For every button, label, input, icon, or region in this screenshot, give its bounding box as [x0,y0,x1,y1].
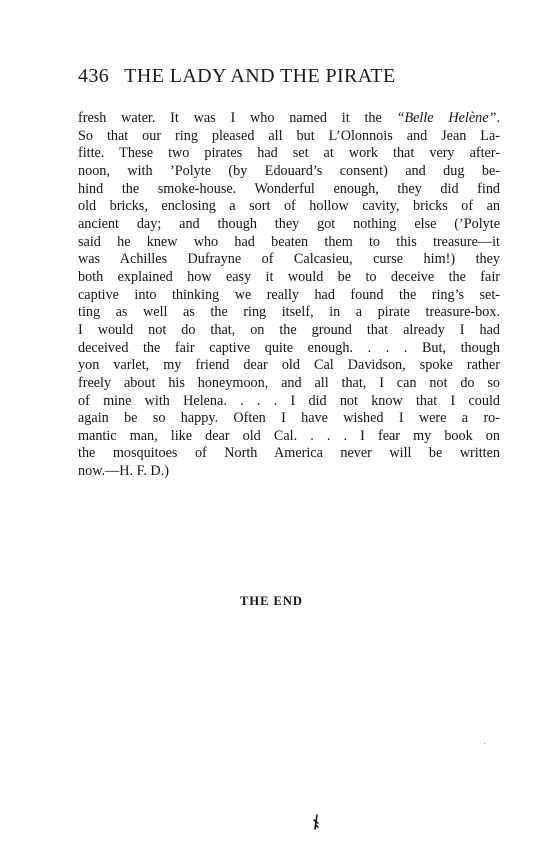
text-line: freely about his honeymoon, and all that, I can not do so [78,374,500,391]
text-line: ancient day; and though they got nothing else (’Polyte [78,215,500,232]
text-line: noon, with ’Polyte (by Edouard’s consent) and dug be- [78,162,500,179]
text-line: said he knew who had beaten them to this treasure—it [78,233,500,250]
text-line: hind the smoke-house. Wonderful enough, they did find [78,180,500,197]
running-title: THE LADY AND THE PIRATE [124,65,396,87]
text-line: fitte. These two pirates had set at work that very after- [78,145,500,162]
text-line: So that our ring pleased all but L’Olonnois and Jean La- [78,127,500,144]
text-line: fresh water. It was I who named it the “Belle Helène”. [78,110,500,126]
text-line: was Achilles Dufrayne of Calcasieu, curse him!) they [78,251,500,268]
text-line: ting as well as the ring itself, in a pirate treasure-box. [78,304,500,321]
text-line: captive into thinking we really had found the ring’s set- [78,286,500,303]
text-line-last: now.—H. F. D.) [78,463,169,480]
text-line: deceived the fair captive quite enough. . . . But, though [78,339,500,356]
text-line: of mine with Helena. . . . I did not know that I could [78,392,500,409]
text-line: the mosquitoes of North America never will be written [78,445,500,462]
text-line: I would not do that, on the ground that already I had [78,321,500,338]
running-head [78,65,478,88]
page-number: 436 [78,65,110,87]
text-line: old bricks, enclosing a sort of hollow cavity, bricks of an [78,198,500,215]
ink-speck [484,743,485,744]
the-end-heading: THE END [240,594,303,608]
body-paragraph [78,110,500,481]
text-line: again be so happy. Often I have wished I were a ro- [78,410,500,427]
text-line: both explained how easy it would be to deceive the fair [78,268,500,285]
text-line: mantic man, like dear old Cal. . . . I fear my book on [78,427,500,444]
text-line: yon varlet, my friend dear old Cal Davidson, spoke rather [78,357,500,374]
printer-mark-icon [312,814,320,830]
ship-name-italic: “Belle Helène” [396,110,497,126]
